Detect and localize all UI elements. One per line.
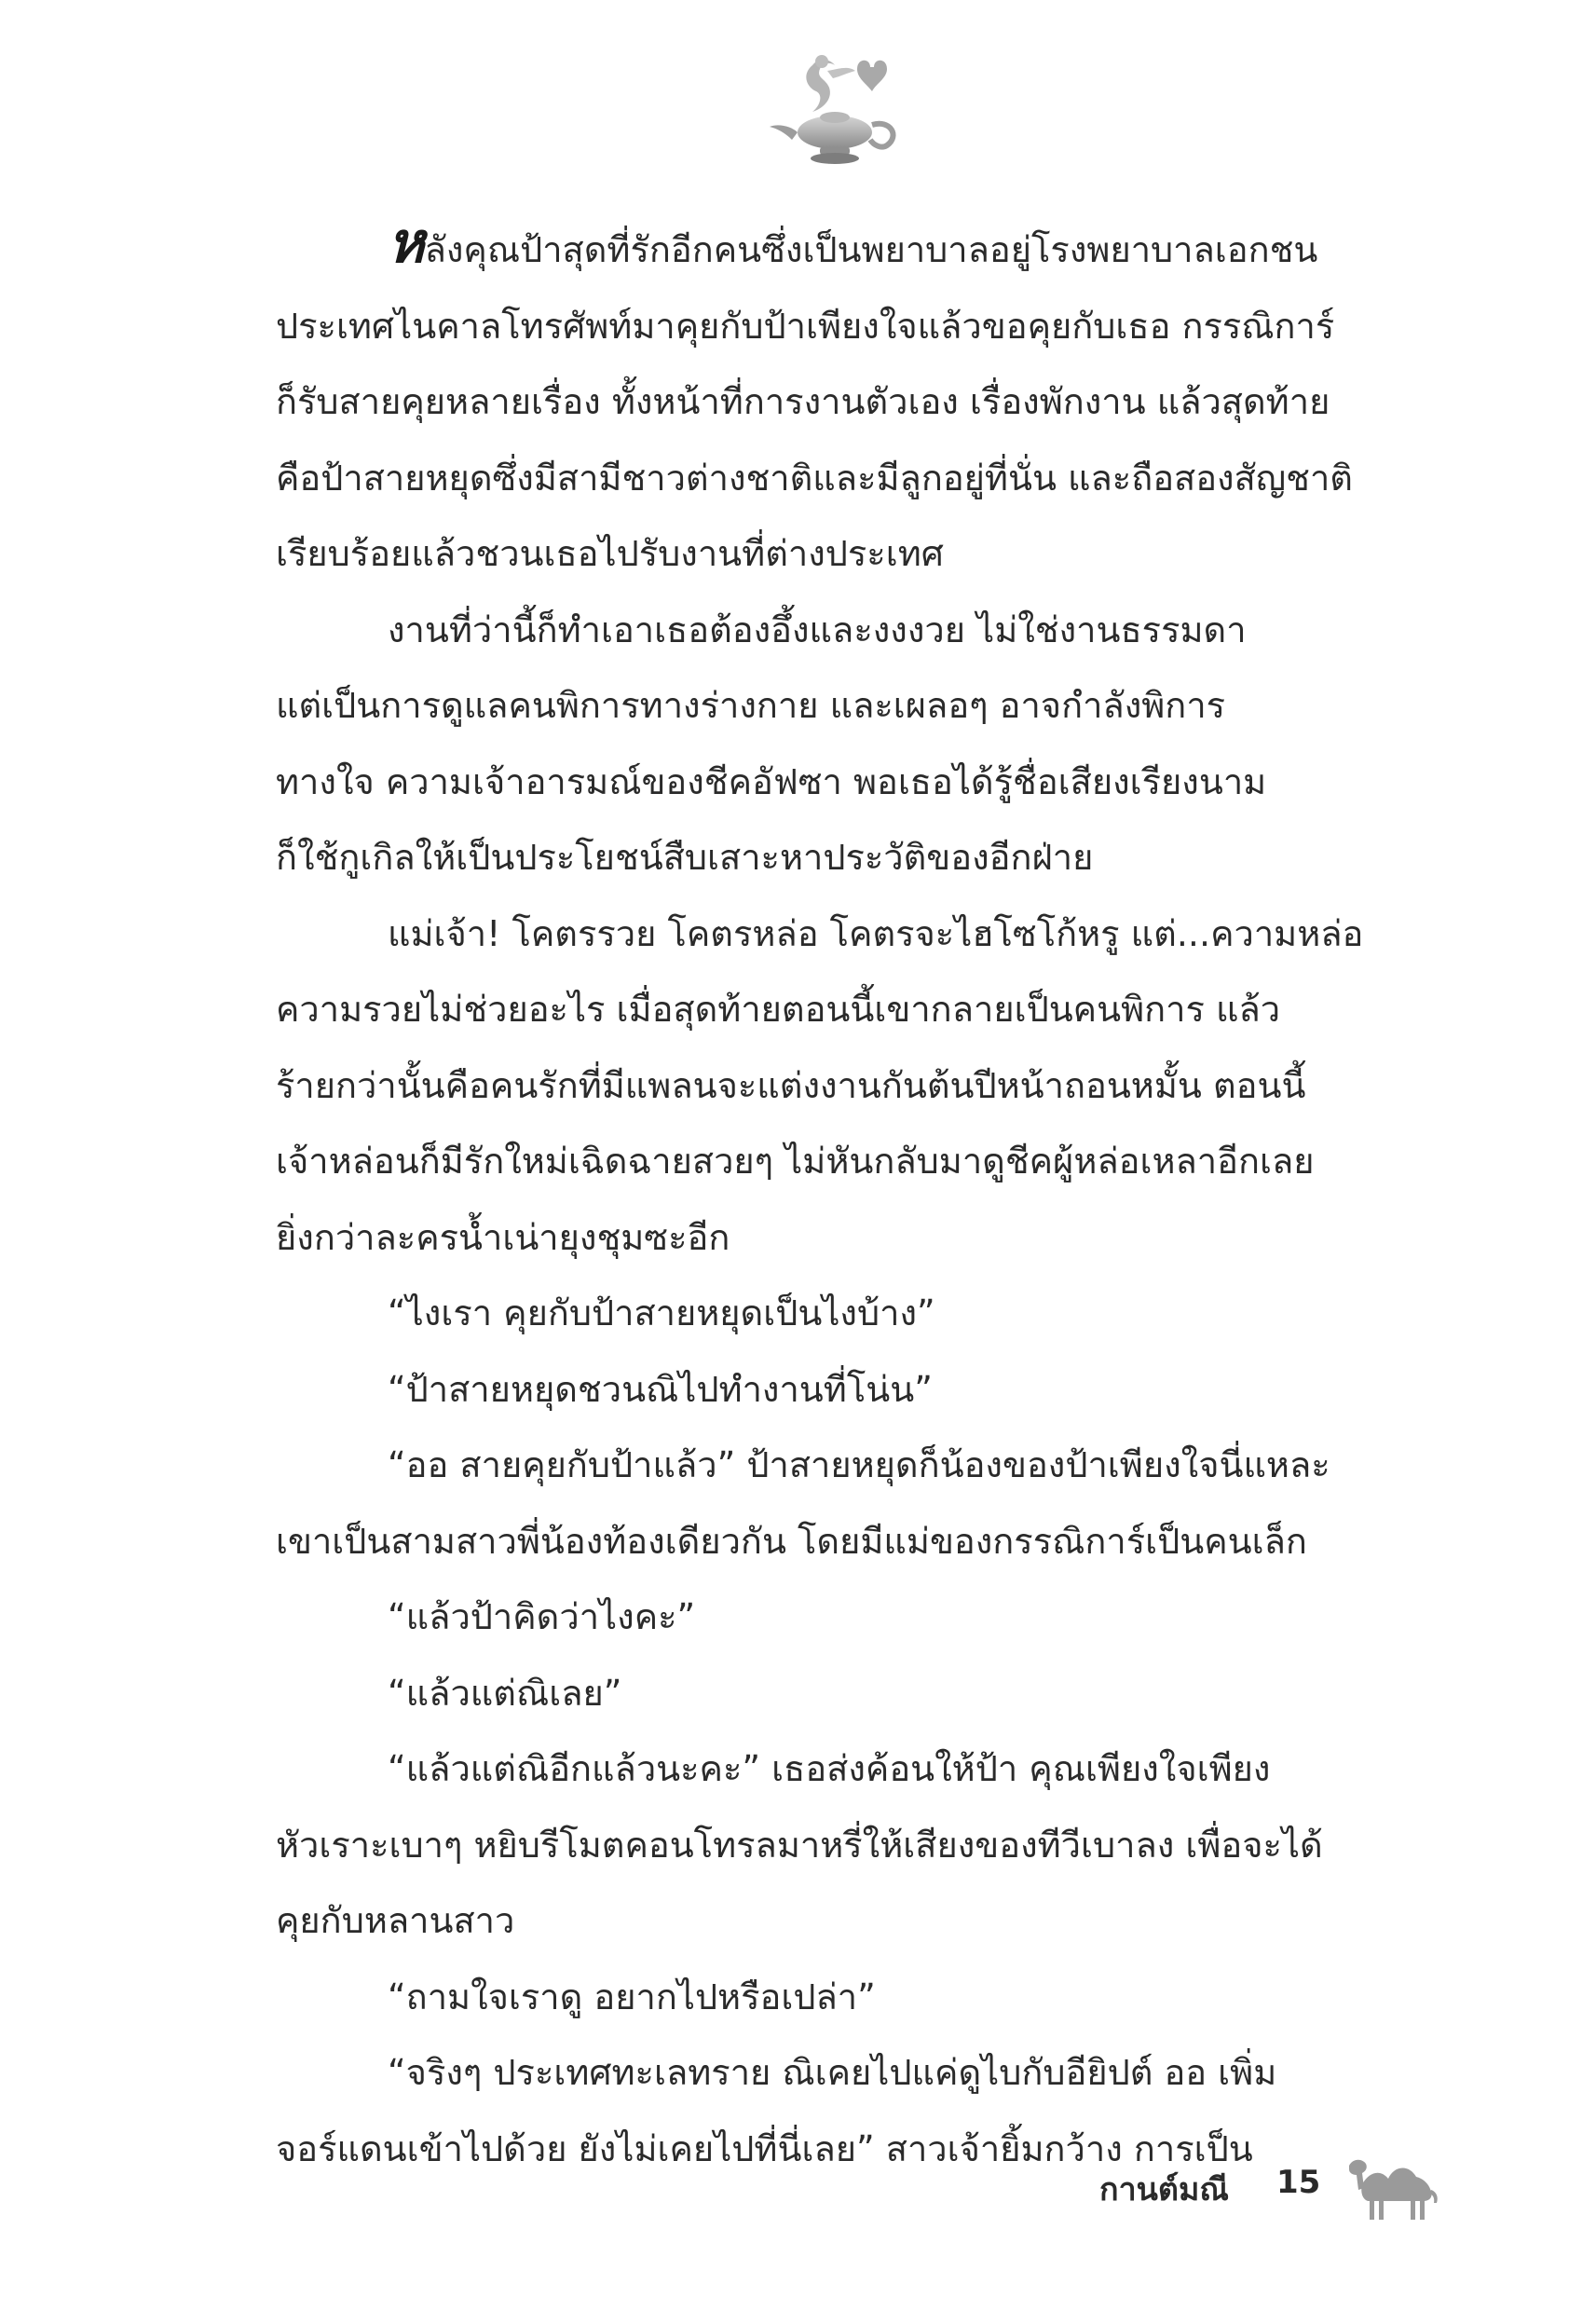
text-line — [276, 1124, 1405, 1200]
text-line — [276, 1352, 1405, 1429]
text-line — [276, 1960, 1405, 2036]
text-line-content: เจ้าหล่อนก็มีรักใหม่เฉิดฉายสวยๆ ไม่หันกลับมาดูชีคผู้หล่อเหลาอีกเลย — [276, 1141, 1315, 1182]
text-line — [276, 289, 1405, 365]
text-line — [276, 668, 1405, 745]
text-line-content: ประเทศไนคาลโทรศัพท์มาคุยกับป้าเพียงใจแล้วขอคุยกับเธอ กรรณิการ์ — [276, 305, 1335, 347]
page-footer — [1099, 2143, 1453, 2227]
text-line-content: “ออ สายคุยกับป้าแล้ว” ป้าสายหยุดก็น้องของป้าเพียงใจนี่แหละ — [388, 1444, 1330, 1485]
camel-icon — [1344, 2147, 1446, 2222]
text-line — [276, 1276, 1405, 1352]
text-line-content: ก็รับสายคุยหลายเรื่อง ทั้งหน้าที่การงานตัวเอง เรื่องพักงาน แล้วสุดท้าย — [276, 381, 1330, 422]
text-line — [276, 972, 1405, 1048]
text-line — [276, 212, 1405, 289]
body-text — [276, 212, 1405, 2187]
drop-cap: ห — [388, 211, 425, 276]
text-line — [276, 1656, 1405, 1732]
text-line-content: “ไงเรา คุยกับป้าสายหยุดเป็นไงบ้าง” — [388, 1292, 935, 1333]
text-line — [276, 1731, 1405, 1808]
text-line — [276, 1579, 1405, 1656]
genie-lamp-icon — [755, 47, 913, 177]
text-line-content: “แล้วแต่ณิเลย” — [388, 1672, 622, 1714]
text-line-content: ทางใจ ความเจ้าอารมณ์ของชีคอัฟซา พอเธอได้รู้ชื่อเสียงเรียงนาม — [276, 760, 1267, 802]
text-line — [276, 2035, 1405, 2112]
text-line — [276, 1428, 1405, 1504]
text-line-content: ยิ่งกว่าละครน้ำเน่ายุงชุมซะอีก — [276, 1216, 730, 1258]
book-title: กานต์มณี — [1099, 2171, 1229, 2208]
text-line — [276, 1048, 1405, 1125]
text-line-content: ความรวยไม่ช่วยอะไร เมื่อสุดท้ายตอนนี้เขากลายเป็นคนพิการ แล้ว — [276, 989, 1281, 1030]
text-line — [276, 820, 1405, 896]
text-line-content: ก็ใช้กูเกิลให้เป็นประโยชน์สืบเสาะหาประวัติของอีกฝ่าย — [276, 837, 1094, 878]
page-number: 15 — [1276, 2164, 1321, 2201]
text-line — [276, 516, 1405, 593]
text-line-content: เรียบร้อยแล้วชวนเธอไปรับงานที่ต่างประเทศ — [276, 533, 944, 574]
text-line — [276, 593, 1405, 669]
text-line — [276, 364, 1405, 441]
text-line — [276, 441, 1405, 517]
text-line-content: ร้ายกว่านั้นคือคนรักที่มีแพลนจะแต่งงานกันต้นปีหน้าถอนหมั้น ตอนนี้ — [276, 1064, 1306, 1106]
text-line — [276, 1504, 1405, 1580]
text-line-content: “ถามใจเราดู อยากไปหรือเปล่า” — [388, 1976, 876, 2017]
text-line — [276, 1808, 1405, 1884]
text-line-content: คุยกับหลานสาว — [276, 1900, 515, 1941]
text-line-content: คือป้าสายหยุดซึ่งมีสามีชาวต่างชาติและมีลูกอยู่ที่นั่น และถือสองสัญชาติ — [276, 457, 1353, 499]
text-line — [276, 1883, 1405, 1960]
text-line — [276, 896, 1405, 973]
text-line-content: เขาเป็นสามสาวพี่น้องท้องเดียวกัน โดยมีแม่ของกรรณิการ์เป็นคนเล็ก — [276, 1520, 1307, 1562]
text-line-content: “แล้วป้าคิดว่าไงคะ” — [388, 1596, 696, 1637]
text-line-content: “จริงๆ ประเทศทะเลทราย ณิเคยไปแค่ดูไบกับอียิปต์ ออ เพิ่ม — [388, 2052, 1277, 2093]
text-line — [276, 1200, 1405, 1277]
text-line-content: หัวเราะเบาๆ หยิบรีโมตคอนโทรลมาหรี่ให้เสียงของทีวีเบาลง เพื่อจะได้ — [276, 1824, 1323, 1866]
text-line-content: ลังคุณป้าสุดที่รักอีกคนซึ่งเป็นพยาบาลอยู่โรงพยาบาลเอกชน — [424, 229, 1318, 270]
text-line-content: แม่เจ้า! โคตรรวย โคตรหล่อ โคตรจะไฮโซโก้หรู แต่...ความหล่อ — [388, 912, 1364, 954]
text-line-content: แต่เป็นการดูแลคนพิการทางร่างกาย และเผลอๆ อาจกำลังพิการ — [276, 685, 1226, 726]
text-line-content: จอร์แดนเข้าไปด้วย ยังไม่เคยไปที่นี่เลย” สาวเจ้ายิ้มกว้าง การเป็น — [276, 2127, 1253, 2169]
text-line — [276, 745, 1405, 821]
text-line-content: “ป้าสายหยุดชวนณิไปทำงานที่โน่น” — [388, 1368, 933, 1410]
text-line-content: “แล้วแต่ณิอีกแล้วนะคะ” เธอส่งค้อนให้ป้า คุณเพียงใจเพียง — [388, 1748, 1271, 1789]
text-line-content: งานที่ว่านี้ก็ทำเอาเธอต้องอึ้งและงงงวย ไม่ใช่งานธรรมดา — [388, 609, 1247, 650]
